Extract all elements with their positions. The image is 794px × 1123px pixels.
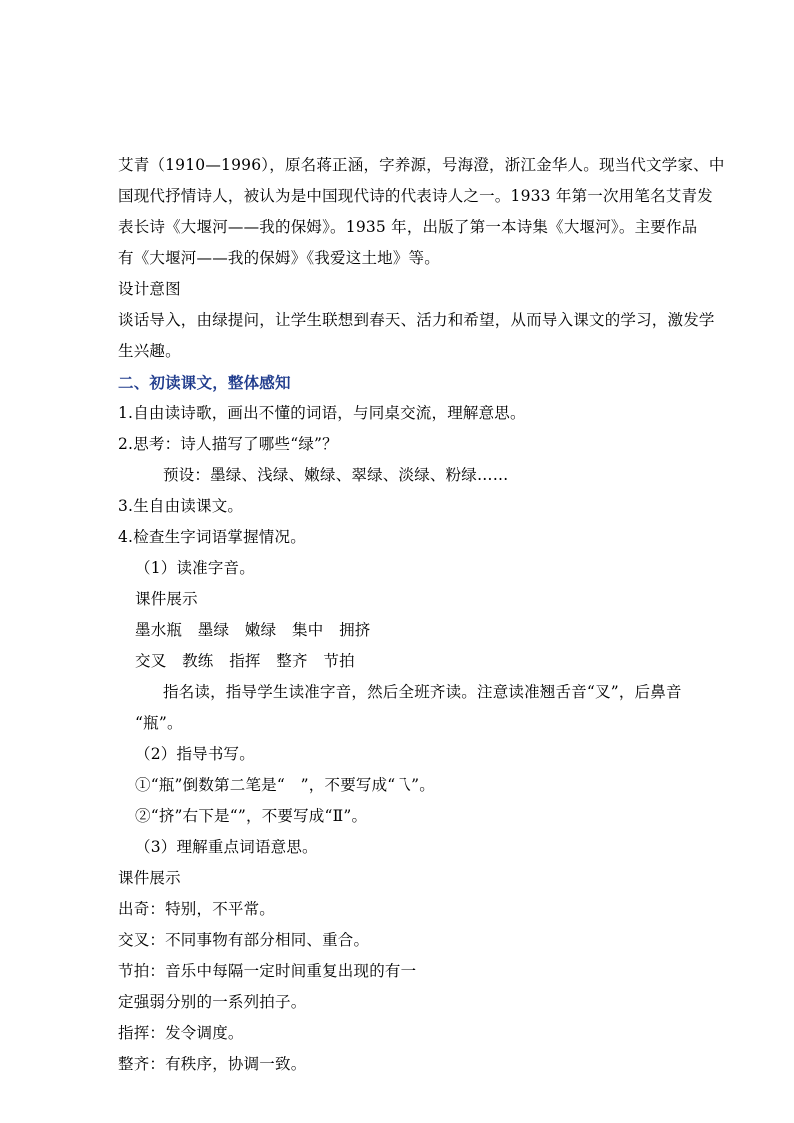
courseware-label-2: 课件展示	[118, 869, 181, 887]
definition-3-part-2: 定强弱分别的一系列拍子。	[118, 993, 307, 1011]
author-intro-line-3: 表长诗《大堰河——我的保姆》。1935 年，出版了第一本诗集《大堰河》。主要作品	[118, 218, 698, 236]
definition-2: 交叉：不同事物有部分相同、重合。	[118, 931, 370, 949]
step-3: 3.生自由读课文。	[118, 497, 244, 515]
reading-note-line-2: “瓶”。	[135, 714, 183, 732]
definition-1: 出奇：特别，不平常。	[118, 900, 276, 918]
step-2: 2.思考：诗人描写了哪些“绿”？	[118, 435, 338, 453]
sub-step-1: （1）读准字音。	[135, 559, 255, 577]
design-intent-line-1: 谈话导入，由绿提问，让学生联想到春天、活力和希望，从而导入课文的学习，激发学	[118, 311, 715, 329]
author-intro-line-4: 有《大堰河——我的保姆》《我爱这土地》等。	[118, 249, 440, 267]
design-intent-title: 设计意图	[118, 280, 181, 298]
words-row-2: 交叉 教练 指挥 整齐 节拍	[135, 652, 355, 670]
document-page	[118, 150, 725, 1080]
section-2-heading: 二、初读课文，整体感知	[118, 373, 291, 392]
design-intent-line-2: 生兴趣。	[118, 342, 181, 360]
definition-4: 指挥：发令调度。	[118, 1024, 244, 1042]
writing-tip-2: ②“挤”右下是“”，不要写成“Ⅱ”。	[135, 807, 368, 825]
step-1: 1.自由读诗歌，画出不懂的词语，与同桌交流，理解意思。	[118, 404, 526, 422]
author-intro-line-1: 艾青（1910—1996），原名蒋正涵，字养源，号海澄，浙江金华人。现当代文学家、中	[118, 156, 725, 174]
step-4: 4.检查生字词语掌握情况。	[118, 528, 306, 546]
sub-step-3: （3）理解重点词语意思。	[135, 838, 318, 856]
author-intro-line-2: 国现代抒情诗人，被认为是中国现代诗的代表诗人之一。1933 年第一次用笔名艾青发	[118, 187, 713, 205]
definition-3-part-1: 节拍：音乐中每隔一定时间重复出现的有一	[118, 962, 417, 980]
words-row-1: 墨水瓶 墨绿 嫩绿 集中 拥挤	[135, 621, 371, 639]
sub-step-2: （2）指导书写。	[135, 745, 255, 763]
reading-note-line-1: 指名读，指导学生读准字音，然后全班齐读。注意读准翘舌音“叉”，后鼻音	[163, 683, 682, 701]
courseware-label-1: 课件展示	[135, 590, 198, 608]
preset-answer: 预设：墨绿、浅绿、嫩绿、翠绿、淡绿、粉绿……	[163, 466, 509, 484]
writing-tip-1: ①“瓶”倒数第二笔是“ ”，不要写成“乁”。	[135, 776, 435, 794]
definition-5: 整齐：有秩序，协调一致。	[118, 1055, 307, 1073]
